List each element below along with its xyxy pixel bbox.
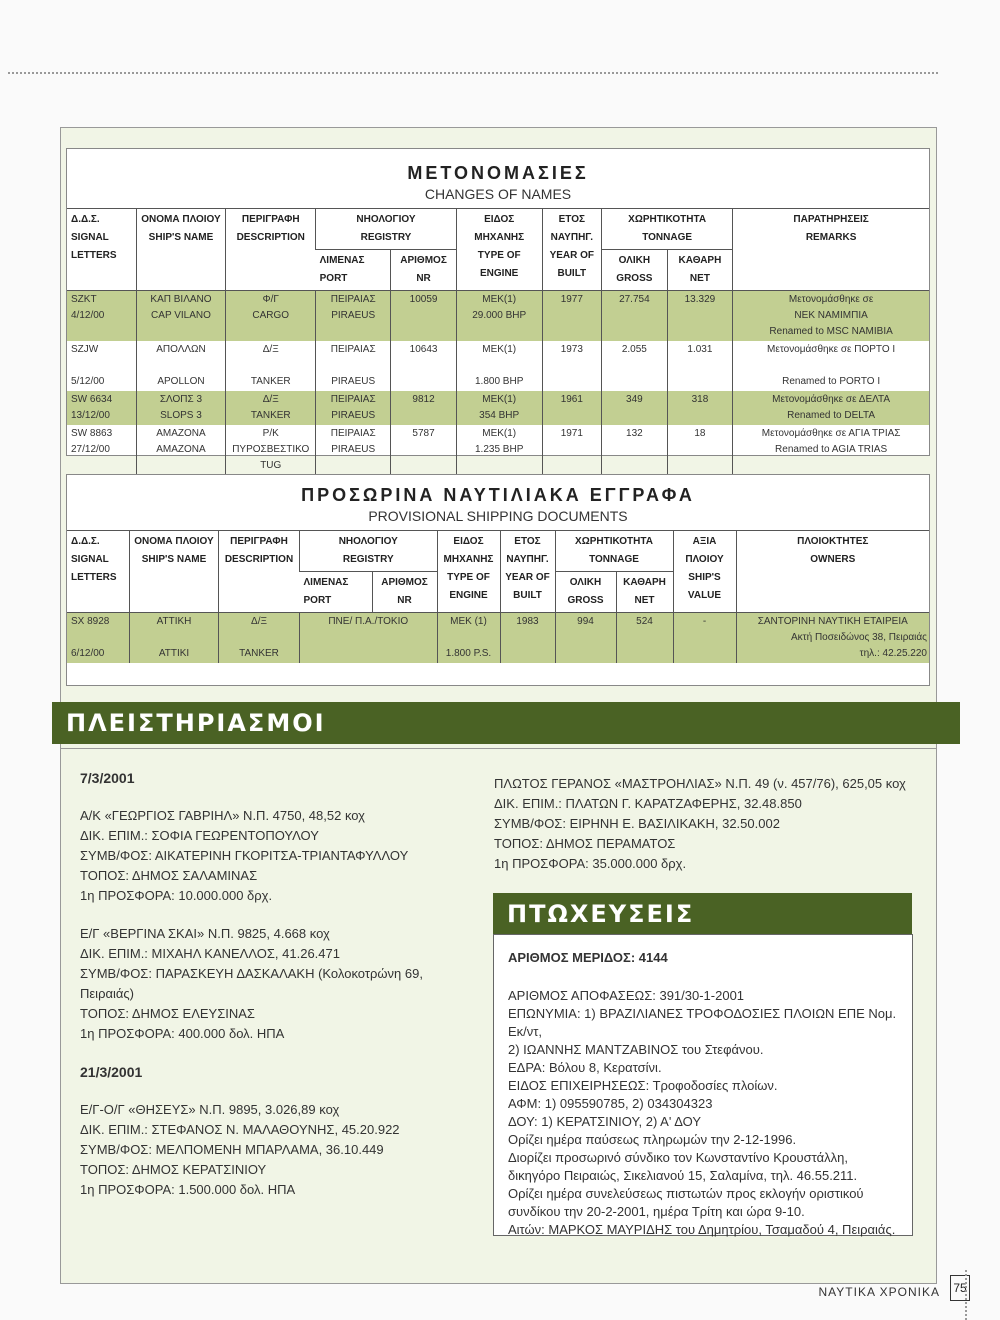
auction-line: ΤΟΠΟΣ: ΔΗΜΟΣ ΠΕΡΑΜΑΤΟΣ: [494, 836, 676, 851]
cell-port-gr: ΠΕΙΡΑΙΑΣ: [330, 394, 376, 405]
cell-date: 13/12/00: [71, 410, 110, 421]
bankruptcy-line: Ορίζει ημέρα συνελεύσεως πιστωτών προς εκλογήν οριστικού: [508, 1186, 864, 1201]
auction-line: ΣΥΜΒ/ΦΟΣ: ΕΙΡΗΝΗ Ε. ΒΑΣΙΛΙΚΑΚΗ, 32.50.002: [494, 816, 780, 831]
hdr-ship-en: SHIP'S NAME: [141, 554, 207, 565]
auctions-left-column: [80, 756, 480, 1218]
bankruptcy-line: ΑΦΜ: 1) 095590785, 2) 034304323: [508, 1096, 713, 1111]
magazine-name: ΝΑΥΤΙΚΑ ΧΡΟΝΙΚΑ: [818, 1285, 940, 1299]
hdr-port-en: PORT: [319, 273, 348, 284]
cell-remark: Μετονομάσθηκε σε ΔΕΛΤΑ: [772, 394, 891, 405]
auction-entry: [80, 924, 480, 1044]
cell-reg-num: 10059: [391, 291, 457, 342]
cell-desc-gr: Δ/Ξ: [251, 616, 267, 627]
cell-ship-en: AMAZONA: [156, 444, 206, 455]
auction-line: ΠΛΩΤΟΣ ΓΕΡΑΝΟΣ «ΜΑΣΤΡΟΗΛΙΑΣ» Ν.Π. 49 (ν. 457/76), 625,05 κοχ: [494, 776, 906, 791]
provisional-title-gr: ΠΡΟΣΩΡΙΝΑ ΝΑΥΤΙΛΙΑΚΑ ΕΓΓΡΑΦΑ: [301, 485, 695, 505]
cell-ship-en: SLOPS 3: [160, 410, 202, 421]
hdr-eng-en2: ENGINE: [480, 268, 519, 279]
hdr-desc-gr: ΠΕΡΙΓΡΑΦΗ: [230, 536, 288, 547]
cell-power: 29.000 BHP: [472, 310, 527, 321]
auction-line: Ε/Γ «ΒΕΡΓΙΝΑ ΣΚΑΙ» Ν.Π. 9825, 4.668 κοχ: [80, 926, 330, 941]
changes-title-en: CHANGES OF NAMES: [424, 186, 572, 202]
cell-ship-en: ATTIKI: [158, 648, 190, 659]
hdr-eng-gr: ΕΙΔΟΣ: [453, 536, 484, 547]
auction-line: ΔΙΚ. ΕΠΙΜ.: ΜΙΧΑΗΛ ΚΑΝΕΛΛΟΣ, 41.26.471: [80, 946, 340, 961]
bankruptcy-line: ΑΡΙΘΜΟΣ ΑΠΟΦΑΣΕΩΣ: 391/30-1-2001: [508, 988, 745, 1003]
bankruptcy-line: Διορίζει προσωρινό σύνδικο τον Κωνσταντίνο Κρουστάλλη,: [508, 1150, 848, 1165]
hdr-year-gr2: ΝΑΥΠΗΓ.: [506, 554, 549, 565]
hdr-rem-gr: ΠΑΡΑΤΗΡΗΣΕΙΣ: [793, 214, 869, 225]
auction-line: Ε/Γ-Ο/Γ «ΘΗΣΕΥΣ» Ν.Π. 9895, 3.026,89 κοχ: [80, 1102, 340, 1117]
hdr-gross-en: GROSS: [616, 273, 653, 284]
hdr-rem-en: REMARKS: [805, 232, 857, 243]
auction-line: 1η ΠΡΟΣΦΟΡΑ: 10.000.000 δρχ.: [80, 888, 273, 903]
hdr-value-en2: VALUE: [687, 590, 722, 601]
hdr-port-gr: ΛΙΜΕΝΑΣ: [319, 255, 365, 266]
hdr-signal: SIGNAL: [71, 232, 109, 243]
bankruptcy-line: ΕΙΔΟΣ ΕΠΙΧΕΙΡΗΣΕΩΣ: Τροφοδοσίες πλοίων.: [508, 1078, 778, 1093]
hdr-net-en: NET: [689, 273, 710, 284]
hdr-year-gr: ΕΤΟΣ: [514, 536, 541, 547]
hdr-ton-en: TONNAGE: [642, 232, 693, 243]
cell-gross: 349: [602, 391, 668, 425]
hdr-letters: LETTERS: [71, 250, 117, 261]
cell-power: 1.235 BHP: [475, 444, 524, 455]
auction-date-2: 21/3/2001: [80, 1064, 143, 1080]
hdr-ton-gr: ΧΩΡΗΤΙΚΟΤΗΤΑ: [628, 214, 707, 225]
cell-date: 5/12/00: [71, 376, 105, 387]
auction-entry: [80, 1100, 480, 1200]
provisional-docs-panel: [66, 474, 930, 686]
bankruptcy-line: δικηγόρο Πειραιώς, Σικελιανού 15, Σαλαμίνα, τηλ. 46.55.211.: [508, 1168, 858, 1183]
top-dotted-rule: [8, 72, 938, 74]
cell-desc-en: CARGO: [252, 310, 290, 321]
cell-signal: SW 8863: [71, 428, 113, 439]
hdr-year-gr2: ΝΑΥΠΗΓ.: [550, 232, 593, 243]
hdr-desc-gr: ΠΕΡΙΓΡΑΦΗ: [241, 214, 300, 225]
cell-ship-gr: ΑΤΤΙΚΗ: [156, 616, 192, 627]
cell-gross: 27.754: [602, 291, 668, 342]
cell-remark: Μετονομάσθηκε σε: [788, 294, 874, 305]
cell-port-gr: ΠΕΙΡΑΙΑΣ: [330, 428, 376, 439]
hdr-ton-en: TONNAGE: [589, 554, 639, 565]
auction-line: ΣΥΜΒ/ΦΟΣ: ΜΕΛΠΟΜΕΝΗ ΜΠΑΡΛΑΜΑ, 36.10.449: [80, 1142, 384, 1157]
cell-power: 354 BHP: [479, 410, 520, 421]
bankruptcy-line: 2) ΙΩΑΝΝΗΣ ΜΑΝΤΖΑΒΙΝΟΣ του Στεφάνου.: [508, 1042, 764, 1057]
hdr-year-en: YEAR OF: [549, 250, 595, 261]
cell-reg-num: 5787: [391, 425, 457, 491]
hdr-eng-en2: ENGINE: [449, 590, 488, 601]
changes-table: [67, 208, 929, 491]
changes-title-gr: ΜΕΤΟΝΟΜΑΣΙΕΣ: [407, 163, 589, 183]
hdr-eng-gr2: ΜΗΧΑΝΗΣ: [443, 554, 494, 565]
cell-port-gr: ΠΕΙΡΑΙΑΣ: [330, 344, 376, 355]
cell-year: 1977: [542, 291, 602, 342]
hdr-port-gr: ΛΙΜΕΝΑΣ: [303, 577, 349, 588]
cell-reg-num: 9812: [391, 391, 457, 425]
cell-year: 1983: [500, 613, 555, 664]
table-row: [67, 613, 929, 664]
cell-remark: Μετονομάσθηκε σε ΑΓΙΑ ΤΡΙΑΣ: [761, 428, 901, 439]
cell-year: 1973: [542, 341, 602, 391]
hdr-num-en: NR: [416, 273, 431, 284]
cell-desc-en: TANKER: [250, 376, 291, 387]
table-row: [67, 291, 929, 342]
hdr-year-gr: ΕΤΟΣ: [558, 214, 586, 225]
cell-ship-gr: ΑΜΑΖΟΝΑ: [156, 428, 206, 439]
hdr-desc-en: DESCRIPTION: [236, 232, 305, 243]
cell-desc-en: TANKER: [250, 410, 291, 421]
cell-power: 1.800 BHP: [475, 376, 524, 387]
hdr-owners-gr: ΠΛΟΙΟΚΤΗΤΕΣ: [797, 536, 869, 547]
bankruptcy-line: Αιτών: ΜΑΡΚΟΣ ΜΑΥΡΙΔΗΣ του Δημητρίου, Τσαμαδού 4, Πειραιάς.: [508, 1222, 896, 1237]
hdr-dds: Δ.Δ.Σ.: [71, 536, 100, 547]
cell-remark: Renamed to MSC NAMIBIA: [769, 326, 893, 337]
hdr-owners-en: OWNERS: [810, 554, 856, 565]
page-number: 75: [950, 1275, 970, 1301]
cell-engine: ΜΕΚ(1): [482, 294, 517, 305]
bankruptcy-line: Ορίζει ημέρα παύσεως πληρωμών την 2-12-1996.: [508, 1132, 797, 1147]
cell-value: -: [673, 613, 736, 664]
hdr-signal: SIGNAL: [71, 554, 109, 565]
cell-signal: SX 8928: [71, 616, 110, 627]
cell-owner-address: Ακτή Ποσειδώνος 38, Πειραιάς: [790, 632, 927, 643]
cell-ship-en: CAP VILANO: [151, 310, 211, 321]
cell-remark: Renamed to DELTA: [787, 410, 876, 421]
auctions-banner: ΠΛΕΙΣΤΗΡΙΑΣΜΟΙ: [52, 702, 960, 744]
cell-ship-gr: ΑΠΟΛΛΩΝ: [156, 344, 206, 355]
auction-line: ΔΙΚ. ΕΠΙΜ.: ΠΛΑΤΩΝ Γ. ΚΑΡΑΤΖΑΦΕΡΗΣ, 32.48.850: [494, 796, 802, 811]
cell-date: 4/12/00: [71, 310, 105, 321]
auction-entry: [80, 806, 480, 906]
cell-port-en: PIRAEUS: [331, 310, 376, 321]
hdr-eng-en: TYPE OF: [477, 250, 521, 261]
hdr-eng-gr: ΕΙΔΟΣ: [484, 214, 515, 225]
hdr-num-gr: ΑΡΙΘΜΟΣ: [381, 577, 428, 588]
hdr-ton-gr: ΧΩΡΗΤΙΚΟΤΗΤΑ: [575, 536, 653, 547]
cell-net: 13.329: [667, 291, 733, 342]
bankruptcy-line: συνδίκου την 20-2-2001, ημέρα Τρίτη και ώρα 9-10.: [508, 1204, 805, 1219]
cell-registry: ΠΝΕ/ Π.Α./ΤΟΚΙΟ: [300, 613, 438, 664]
hdr-gross-gr: ΟΛΙΚΗ: [618, 255, 651, 266]
table-row: [67, 391, 929, 425]
auction-line: 1η ΠΡΟΣΦΟΡΑ: 1.500.000 δολ. ΗΠΑ: [80, 1182, 296, 1197]
cell-remark: Μετονομάσθηκε σε ΠΟΡΤΟ Ι: [767, 344, 896, 355]
cell-port-en: PIRAEUS: [331, 376, 376, 387]
hdr-ship-gr: ΟΝΟΜΑ ΠΛΟΙΟΥ: [141, 214, 221, 225]
cell-net: 524: [616, 613, 673, 664]
hdr-value-gr2: ΠΛΟΙΟΥ: [685, 554, 724, 565]
bankruptcy-heading: ΑΡΙΘΜΟΣ ΜΕΡΙΔΟΣ: 4144: [508, 950, 668, 965]
bankruptcies-panel: [493, 934, 913, 1236]
hdr-year-en2: BUILT: [557, 268, 587, 279]
hdr-eng-gr2: ΜΗΧΑΝΗΣ: [474, 232, 525, 243]
auctions-right-column: [494, 774, 914, 874]
auction-line: 1η ΠΡΟΣΦΟΡΑ: 35.000.000 δρχ.: [494, 856, 687, 871]
cell-signal: SZJW: [71, 344, 99, 355]
hdr-num-en: NR: [397, 595, 412, 606]
cell-signal: SW 6634: [71, 394, 113, 405]
cell-owner: ΣΑΝΤΟΡΙΝΗ ΝΑΥΤΙΚΗ ΕΤΑΙΡΕΙΑ: [757, 616, 908, 627]
hdr-year-en: YEAR OF: [505, 572, 550, 583]
hdr-dds: Δ.Δ.Σ.: [71, 214, 100, 225]
hdr-gross-en: GROSS: [567, 595, 604, 606]
hdr-reg-gr: ΝΗΟΛΟΓΙΟΥ: [338, 536, 398, 547]
auction-line: 1η ΠΡΟΣΦΟΡΑ: 400.000 δολ. ΗΠΑ: [80, 1026, 285, 1041]
auction-date-1: 7/3/2001: [80, 770, 135, 786]
cell-engine: ΜΕΚ (1): [450, 616, 487, 627]
cell-engine: ΜΕΚ(1): [482, 428, 517, 439]
auction-line: ΤΟΠΟΣ: ΔΗΜΟΣ ΚΕΡΑΤΣΙΝΙΟΥ: [80, 1162, 267, 1177]
cell-gross: 2.055: [602, 341, 668, 391]
hdr-reg-en: REGISTRY: [342, 554, 394, 565]
cell-gross: 132: [602, 425, 668, 491]
hdr-eng-en: TYPE OF: [447, 572, 490, 583]
hdr-ship-en: SHIP'S NAME: [148, 232, 214, 243]
hdr-ship-gr: ΟΝΟΜΑ ΠΛΟΙΟΥ: [134, 536, 214, 547]
cell-reg-num: 10643: [391, 341, 457, 391]
cell-net: 1.031: [667, 341, 733, 391]
provisional-title-en: PROVISIONAL SHIPPING DOCUMENTS: [368, 508, 628, 524]
hdr-net-gr: ΚΑΘΑΡΗ: [623, 577, 666, 588]
bankruptcy-line: ΕΠΩΝΥΜΙΑ: 1) ΒΡΑΖΙΛΙΑΝΕΣ ΤΡΟΦΟΔΟΣΙΕΣ ΠΛΟΙΩΝ ΕΠΕ Νομ. Εκ/ντ,: [508, 1006, 897, 1039]
cell-date: 27/12/00: [71, 444, 110, 455]
cell-desc-en: TUG: [260, 460, 282, 471]
cell-remark: Renamed to PORTO I: [782, 376, 881, 387]
auction-line: ΣΥΜΒ/ΦΟΣ: ΑΙΚΑΤΕΡΙΝΗ ΓΚΟΡΙΤΣΑ-ΤΡΙΑΝΤΑΦΥΛΛΟΥ: [80, 848, 409, 863]
side-dotted-rule: [965, 1270, 967, 1320]
bankruptcy-line: ΕΔΡΑ: Βόλου 8, Κερατσίνι.: [508, 1060, 662, 1075]
hdr-num-gr: ΑΡΙΘΜΟΣ: [400, 255, 447, 266]
provisional-table: [67, 530, 929, 663]
cell-engine: ΜΕΚ(1): [482, 394, 517, 405]
hdr-net-en: NET: [634, 595, 655, 606]
cell-ship-gr: ΚΑΠ ΒΙΛΑΝΟ: [150, 294, 212, 305]
auction-line: ΤΟΠΟΣ: ΔΗΜΟΣ ΕΛΕΥΣΙΝΑΣ: [80, 1006, 255, 1021]
hdr-letters: LETTERS: [71, 572, 117, 583]
cell-desc-en: TANKER: [239, 648, 279, 659]
table-row: [67, 341, 929, 391]
cell-desc-gr: Ρ/Κ ΠΥΡΟΣΒΕΣΤΙΚΟ: [232, 428, 310, 455]
auction-line: ΔΙΚ. ΕΠΙΜ.: ΣΟΦΙΑ ΓΕΩΡΕΝΤΟΠΟΥΛΟΥ: [80, 828, 319, 843]
hdr-value-en: SHIP'S: [688, 572, 721, 583]
cell-owner-phone: τηλ.: 42.25.220: [859, 648, 927, 659]
cell-remark: Renamed to AGIA TRIAS: [775, 444, 888, 455]
cell-ship-gr: ΣΛΟΠΣ 3: [159, 394, 203, 405]
cell-port-en: PIRAEUS: [331, 444, 376, 455]
cell-port-gr: ΠΕΙΡΑΙΑΣ: [330, 294, 376, 305]
cell-year: 1961: [542, 391, 602, 425]
hdr-gross-gr: ΟΛΙΚΗ: [569, 577, 602, 588]
hdr-value-gr: ΑΞΙΑ: [692, 536, 717, 547]
auction-line: ΣΥΜΒ/ΦΟΣ: ΠΑΡΑΣΚΕΥΗ ΔΑΣΚΑΛΑΚΗ (Κολοκοτρώνη 69, Πειραιάς): [80, 966, 423, 1001]
cell-signal: SZKT: [71, 294, 97, 305]
cell-desc-gr: Δ/Ξ: [262, 394, 279, 405]
cell-year: 1971: [542, 425, 602, 491]
hdr-reg-gr: ΝΗΟΛΟΓΙΟΥ: [356, 214, 416, 225]
hdr-reg-en: REGISTRY: [360, 232, 412, 243]
hdr-desc-en: DESCRIPTION: [224, 554, 294, 565]
cell-gross: 994: [555, 613, 616, 664]
cell-net: 318: [667, 391, 733, 425]
changes-of-names-panel: [66, 148, 930, 471]
auction-line: ΔΙΚ. ΕΠΙΜ.: ΣΤΕΦΑΝΟΣ Ν. ΜΑΛΑΘΟΥΝΗΣ, 45.20.922: [80, 1122, 400, 1137]
cell-power: 1.800 P.S.: [445, 648, 492, 659]
auction-line: Α/Κ «ΓΕΩΡΓΙΟΣ ΓΑΒΡΙΗΛ» Ν.Π. 4750, 48,52 κοχ: [80, 808, 365, 823]
cell-port-en: PIRAEUS: [331, 410, 376, 421]
cell-desc-gr: Φ/Γ: [262, 294, 279, 305]
cell-desc-gr: Δ/Ξ: [262, 344, 279, 355]
bankruptcy-line: ΔΟΥ: 1) ΚΕΡΑΤΣΙΝΙΟΥ, 2) Α' ΔΟΥ: [508, 1114, 701, 1129]
hdr-port-en: PORT: [303, 595, 332, 606]
hdr-net-gr: ΚΑΘΑΡΗ: [678, 255, 722, 266]
cell-net: 18: [667, 425, 733, 491]
hdr-year-en2: BUILT: [513, 590, 542, 601]
cell-remark: ΝΕΚ ΝΑΜΙΜΠΙΑ: [794, 310, 868, 321]
cell-ship-en: APOLLON: [157, 376, 205, 387]
bankruptcies-banner: ΠΤΩΧΕΥΣΕΙΣ: [493, 893, 912, 935]
auction-line: ΤΟΠΟΣ: ΔΗΜΟΣ ΣΑΛΑΜΙΝΑΣ: [80, 868, 258, 883]
cell-date: 6/12/00: [71, 648, 105, 659]
cell-engine: ΜΕΚ(1): [482, 344, 517, 355]
